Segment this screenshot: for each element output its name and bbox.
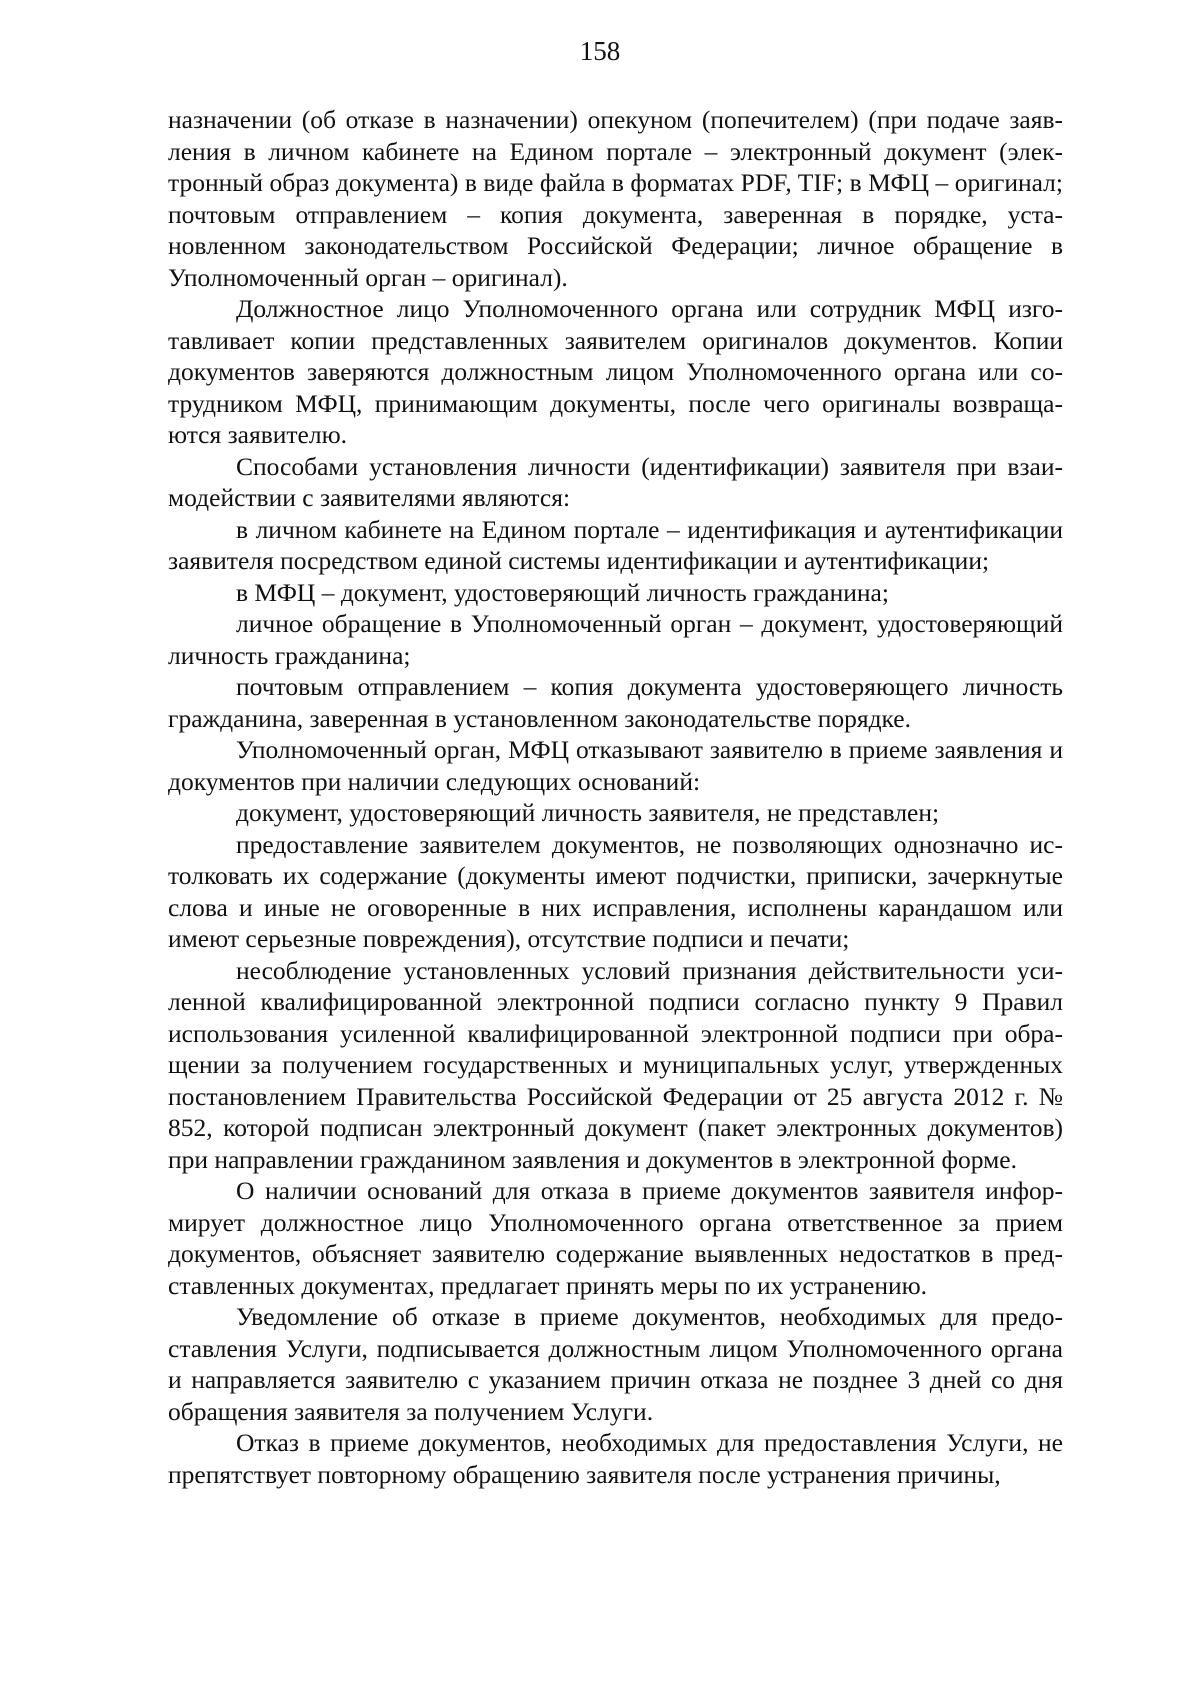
paragraph-continued: назначении (об отказе в назначении) опекуном (попечителем) (при подаче заявления в личном кабинете на Едином портале – электронный документ (электронный образ документа) в виде файла в форматах PDF, TIF; в МФЦ – оригинал; почтовым отправлением – копия документа, заверенная в порядке, установленном законодательством Российской Федерации; личное обращение в Уполномоченный орган – оригинал).: [168, 105, 1063, 292]
list-item-personal-visit: личное обращение в Уполномоченный орган – документ, удостоверяющий личность гражданина;: [168, 609, 1063, 670]
paragraph-refusal-grounds: Уполномоченный орган, МФЦ отказывают заявителю в приеме заявления и документов при наличии следующих оснований:: [168, 735, 1063, 796]
list-item-signature-conditions: несоблюдение установленных условий признания действительности усиленной квалифицированной электронной подписи согласно пункту 9 Правил использования усиленной квалифицированной электронной подписи при обращении за получением государственных и муниципальных услуг, утвержденных постановлением Правительства Российской Федерации от 25 августа 2012 г. № 852, которой подписан электронный документ (пакет электронных документов) при направлении гражданином заявления и документов в электронной форме.: [168, 955, 1063, 1174]
list-item-post: почтовым отправлением – копия документа удостоверяющего личность гражданина, заверенная в установленном законодательстве порядке.: [168, 672, 1063, 733]
paragraph-copies: Должностное лицо Уполномоченного органа или сотрудник МФЦ изготавливает копии представленных заявителем оригиналов документов. Копии документов заверяются должностным лицом Уполномоченного органа или сотрудником МФЦ, принимающим документы, после чего оригиналы возвращаются заявителю.: [168, 294, 1063, 449]
paragraph-refusal-notice: Уведомление об отказе в приеме документов, необходимых для предоставления Услуги, подписывается должностным лицом Уполномоченного органа и направляется заявителю с указанием причин отказа не позднее 3 дней со дня обращения заявителя за получением Услуги.: [168, 1302, 1063, 1426]
paragraph-identification-methods: Способами установления личности (идентификации) заявителя при взаимодействии с заявителями являются:: [168, 451, 1063, 512]
paragraph-inform-applicant: О наличии оснований для отказа в приеме документов заявителя информирует должностное лицо Уполномоченного органа ответственное за прием документов, объясняет заявителю содержание выявленных недостатков в представленных документах, предлагает принять меры по их устранению.: [168, 1176, 1063, 1300]
list-item-portal: в личном кабинете на Едином портале – идентификация и аутентификации заявителя посредством единой системы идентификации и аутентификации;: [168, 514, 1063, 575]
list-item-ambiguous-documents: предоставление заявителем документов, не позволяющих однозначно истолковать их содержание (документы имеют подчистки, приписки, зачеркнутые слова и иные не оговоренные в них исправления, исполнены карандашом или имеют серьезные повреждения), отсутствие подписи и печати;: [168, 829, 1063, 953]
paragraph-repeat-application: Отказ в приеме документов, необходимых для предоставления Услуги, не препятствует повторному обращению заявителя после устранения причины,: [168, 1428, 1063, 1489]
body-text: [168, 104, 1063, 1490]
list-item-no-id: документ, удостоверяющий личность заявителя, не представлен;: [236, 798, 940, 827]
page-number: 158: [579, 36, 621, 66]
list-item-mfc: в МФЦ – документ, удостоверяющий личность гражданина;: [236, 577, 889, 607]
